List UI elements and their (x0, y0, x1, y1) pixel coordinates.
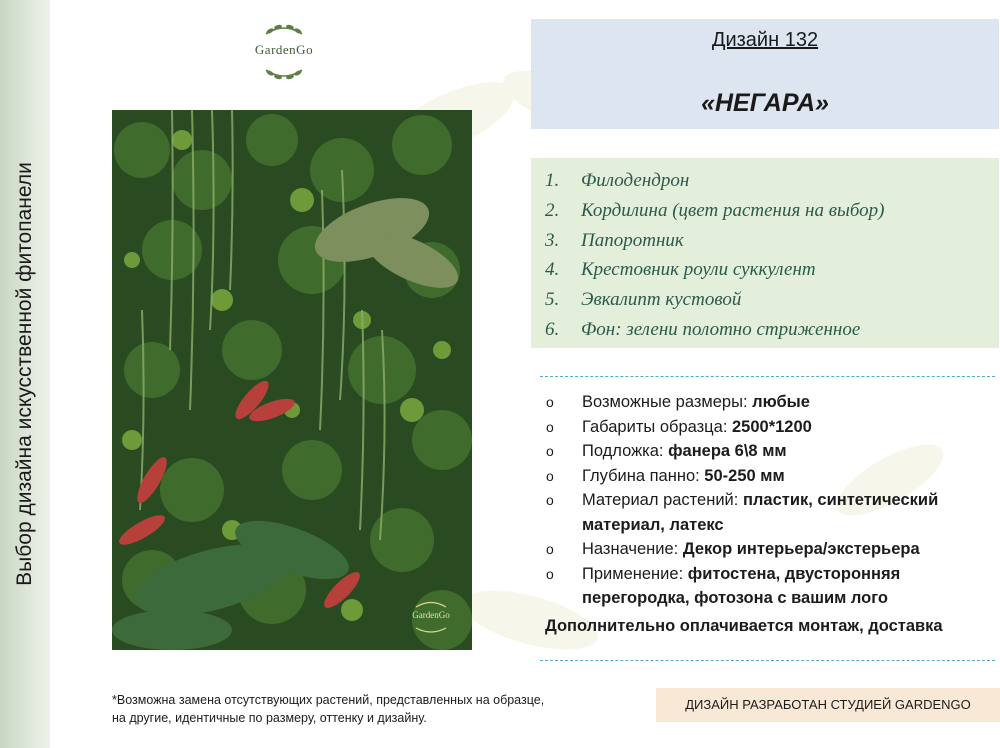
design-name: «НЕГАРА» (701, 89, 829, 117)
divider-bottom (540, 660, 995, 661)
bullet-icon: o (546, 565, 554, 582)
specs-list (546, 390, 996, 611)
bullet-icon: o (546, 541, 554, 557)
logo-text: GardenGo (254, 42, 314, 57)
spec-value: любые (752, 393, 810, 411)
side-strip (0, 0, 50, 748)
plant-item (545, 226, 884, 256)
panel-logo-text: GardenGo (412, 610, 450, 620)
spec-row (546, 390, 996, 415)
plant-num: 6. (545, 318, 560, 340)
bullet-icon: o (546, 443, 554, 459)
spec-value: фитостена, двусторонняя перегородка, фотозона с вашим лого (582, 564, 901, 607)
spec-label: Возможные размеры: (582, 393, 753, 411)
plant-num: 1. (545, 170, 560, 191)
plant-num: 3. (545, 229, 560, 251)
plant-item (545, 285, 884, 315)
panel-logo (402, 598, 460, 636)
plant-item (545, 196, 884, 226)
plant-text: Кордилина (цвет растения на выбор) (581, 199, 885, 221)
side-title: Выбор дизайна искусственной фитопанели (13, 162, 36, 586)
footnote: *Возможна замена отсутствующих растений, представленных на образце, на другие, идентичные по размеру, оттенку и дизайну. (112, 693, 545, 725)
spec-label: Применение: (582, 564, 688, 583)
spec-value: Декор интерьера/экстерьера (682, 540, 920, 558)
plants-list-box (531, 158, 999, 348)
plant-text: Фон: зелени полотно стриженное (581, 318, 861, 340)
plant-num: 4. (545, 259, 560, 281)
extra-cost-note: Дополнительно оплачивается монтаж, доставка (545, 617, 943, 635)
plant-list (545, 166, 884, 345)
spec-value: 50-250 мм (704, 466, 785, 485)
gardengo-logo (236, 20, 332, 82)
spec-row (546, 439, 996, 464)
divider-top (540, 376, 995, 377)
spec-label: Назначение: (582, 540, 683, 558)
spec-value: пластик, синтетический материал, латекс (582, 491, 939, 534)
spec-row (546, 488, 996, 537)
spec-label: Глубина панно: (582, 466, 705, 485)
bullet-icon: o (546, 394, 554, 410)
plant-panel-image (112, 110, 472, 650)
spec-row (546, 537, 996, 562)
spec-label: Габариты образца: (582, 417, 732, 436)
bullet-icon: o (546, 492, 554, 508)
plant-item (545, 166, 884, 196)
bullet-icon: o (546, 467, 554, 484)
spec-label: Материал растений: (582, 491, 743, 509)
plant-text: Крестовник роули суккулент (581, 259, 816, 281)
plant-item (545, 255, 884, 285)
spec-row (546, 464, 996, 489)
credit-box: ДИЗАЙН РАЗРАБОТАН СТУДИЕЙ GARDENGO (656, 688, 1000, 722)
spec-value: фанера 6\8 мм (668, 442, 787, 460)
plant-text: Филодендрон (581, 170, 690, 191)
design-header (531, 19, 999, 129)
plant-num: 5. (545, 289, 560, 311)
plant-item (545, 315, 884, 345)
design-number: Дизайн 132 (711, 29, 819, 51)
plant-text: Эвкалипт кустовой (581, 289, 742, 311)
plant-text: Папоротник (581, 229, 684, 251)
spec-value: 2500*1200 (731, 417, 812, 436)
bullet-icon: o (546, 418, 554, 435)
spec-row (546, 415, 996, 440)
spec-row (546, 562, 996, 611)
spec-label: Подложка: (582, 442, 669, 460)
plant-num: 2. (545, 199, 560, 221)
